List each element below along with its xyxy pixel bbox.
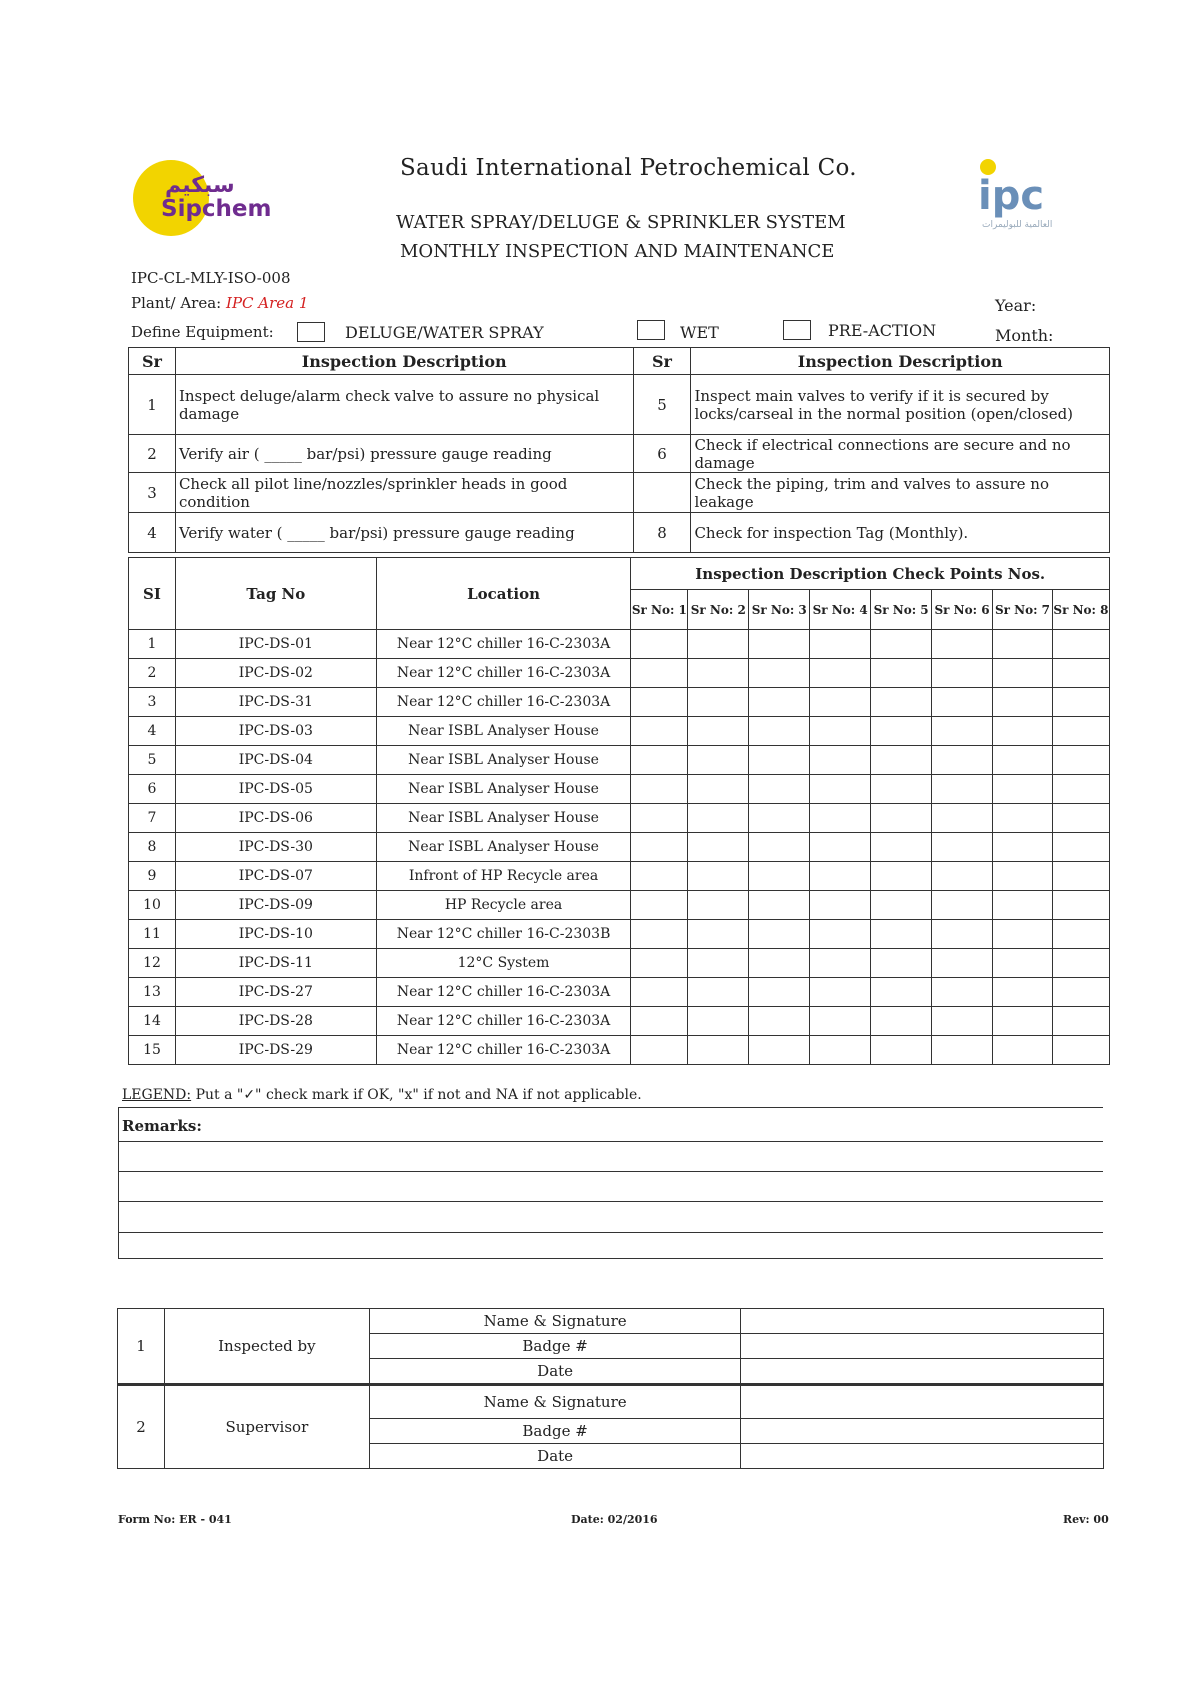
plant-area xyxy=(131,294,308,312)
check-cell[interactable] xyxy=(749,920,810,949)
tag-no-cell: IPC-DS-31 xyxy=(175,688,376,717)
preaction-checkbox[interactable] xyxy=(783,320,811,340)
table-row xyxy=(129,1007,1110,1036)
table-row xyxy=(129,833,1110,862)
location-cell: Near ISBL Analyser House xyxy=(376,833,631,862)
check-cell[interactable] xyxy=(810,833,871,862)
sl-cell: 9 xyxy=(129,862,176,891)
remarks-line[interactable] xyxy=(118,1232,1103,1233)
table-row xyxy=(129,717,1110,746)
check-cell[interactable] xyxy=(993,862,1053,891)
check-cell[interactable] xyxy=(1052,949,1109,978)
sl-cell: 14 xyxy=(129,1007,176,1036)
check-cell[interactable] xyxy=(810,659,871,688)
sl-cell: 6 xyxy=(129,775,176,804)
form-number: Form No: ER - 041 xyxy=(118,1513,232,1526)
check-cell[interactable] xyxy=(993,630,1053,659)
deluge-checkbox[interactable] xyxy=(297,322,325,342)
check-cell[interactable] xyxy=(932,949,993,978)
sr-no-header: Sr No: 1 xyxy=(631,590,688,630)
check-cell[interactable] xyxy=(688,688,749,717)
sl-cell: 5 xyxy=(129,746,176,775)
check-cell[interactable] xyxy=(1052,862,1109,891)
sipchem-logo xyxy=(133,158,273,236)
remarks-label: Remarks: xyxy=(122,1117,202,1135)
check-cell[interactable] xyxy=(749,949,810,978)
check-cell[interactable] xyxy=(688,920,749,949)
sl-cell: 12 xyxy=(129,949,176,978)
sig-field-label: Badge # xyxy=(369,1419,741,1444)
sr-no-header: Sr No: 2 xyxy=(688,590,749,630)
form-date: Date: 02/2016 xyxy=(571,1513,658,1526)
check-cell[interactable] xyxy=(810,775,871,804)
col-tag-no: Tag No xyxy=(175,558,376,630)
check-cell[interactable] xyxy=(993,1036,1053,1065)
description-cell: Inspect main valves to verify if it is secured by locks/carseal in the normal position (open/closed) xyxy=(691,375,1110,435)
check-cell[interactable] xyxy=(631,1036,688,1065)
check-cell[interactable] xyxy=(1052,833,1109,862)
check-cell[interactable] xyxy=(871,949,932,978)
check-cell[interactable] xyxy=(871,746,932,775)
location-cell: 12°C System xyxy=(376,949,631,978)
check-cell[interactable] xyxy=(932,717,993,746)
table-row xyxy=(129,630,1110,659)
tag-no-cell: IPC-DS-30 xyxy=(175,833,376,862)
check-cell[interactable] xyxy=(1052,775,1109,804)
check-cell[interactable] xyxy=(688,630,749,659)
check-cell[interactable] xyxy=(749,833,810,862)
check-cell[interactable] xyxy=(871,688,932,717)
table-row xyxy=(129,862,1110,891)
table-row xyxy=(129,688,1110,717)
sig-field-label: Badge # xyxy=(369,1334,741,1359)
check-cell[interactable] xyxy=(1052,688,1109,717)
check-cell[interactable] xyxy=(993,978,1053,1007)
check-cell[interactable] xyxy=(688,862,749,891)
check-cell[interactable] xyxy=(749,1036,810,1065)
check-cell[interactable] xyxy=(932,862,993,891)
sig-field-label: Name & Signature xyxy=(369,1385,741,1419)
sl-cell: 2 xyxy=(129,659,176,688)
check-cell[interactable] xyxy=(631,978,688,1007)
check-cell[interactable] xyxy=(810,630,871,659)
description-cell: Verify air ( _____ bar/psi) pressure gauge reading xyxy=(175,435,633,473)
sig-role: Inspected by xyxy=(164,1309,369,1385)
col-description: Inspection Description xyxy=(175,348,633,375)
check-cell[interactable] xyxy=(932,630,993,659)
table-row xyxy=(129,375,1110,435)
check-cell[interactable] xyxy=(749,775,810,804)
check-cell[interactable] xyxy=(1052,804,1109,833)
inspector-badge-field[interactable] xyxy=(741,1334,1104,1359)
check-cell[interactable] xyxy=(1052,920,1109,949)
table-row xyxy=(129,513,1110,553)
col-description: Inspection Description xyxy=(691,348,1110,375)
check-cell[interactable] xyxy=(993,659,1053,688)
sr-cell: 8 xyxy=(633,513,691,553)
sr-no-header: Sr No: 3 xyxy=(749,590,810,630)
table-row xyxy=(129,746,1110,775)
deluge-option-label: DELUGE/WATER SPRAY xyxy=(345,323,544,342)
sr-cell: 6 xyxy=(633,435,691,473)
check-cell[interactable] xyxy=(688,978,749,1007)
document-number: IPC-CL-MLY-ISO-008 xyxy=(131,269,291,287)
check-cell[interactable] xyxy=(1052,891,1109,920)
description-cell: Verify water ( _____ bar/psi) pressure gauge reading xyxy=(175,513,633,553)
sl-cell: 7 xyxy=(129,804,176,833)
table-row xyxy=(129,978,1110,1007)
plant-label: Plant/ Area: xyxy=(131,294,222,312)
check-cell[interactable] xyxy=(932,804,993,833)
sig-field-label: Date xyxy=(369,1359,741,1385)
sr-cell: 2 xyxy=(129,435,176,473)
signature-table xyxy=(117,1308,1104,1469)
check-cell[interactable] xyxy=(993,1007,1053,1036)
legend xyxy=(122,1087,642,1103)
check-cell[interactable] xyxy=(810,891,871,920)
inspection-description-table xyxy=(128,347,1110,553)
check-cell[interactable] xyxy=(631,1007,688,1036)
check-cell[interactable] xyxy=(688,717,749,746)
check-cell[interactable] xyxy=(631,659,688,688)
check-cell[interactable] xyxy=(932,978,993,1007)
ipc-arabic: العالمية للبوليمرات xyxy=(982,220,1053,230)
check-cell[interactable] xyxy=(749,717,810,746)
tag-no-cell: IPC-DS-11 xyxy=(175,949,376,978)
sl-cell: 4 xyxy=(129,717,176,746)
sr-cell: 4 xyxy=(129,513,176,553)
check-cell[interactable] xyxy=(631,775,688,804)
table-row xyxy=(129,435,1110,473)
sig-field-label: Name & Signature xyxy=(369,1309,741,1334)
ipc-logo xyxy=(968,157,1098,232)
location-cell: Near 12°C chiller 16-C-2303A xyxy=(376,1007,631,1036)
check-cell[interactable] xyxy=(871,891,932,920)
plant-value: IPC Area 1 xyxy=(226,294,309,312)
col-sr: Sr xyxy=(129,348,176,375)
sr-cell: 1 xyxy=(129,375,176,435)
check-cell[interactable] xyxy=(993,688,1053,717)
sipchem-arabic: سبكيم xyxy=(165,173,235,198)
check-cell[interactable] xyxy=(871,920,932,949)
col-sr: Sr xyxy=(633,348,691,375)
check-cell[interactable] xyxy=(749,804,810,833)
check-cell[interactable] xyxy=(749,891,810,920)
check-cell[interactable] xyxy=(871,717,932,746)
check-cell[interactable] xyxy=(631,862,688,891)
sr-no-header: Sr No: 8 xyxy=(1052,590,1109,630)
check-cell[interactable] xyxy=(688,746,749,775)
legend-label: LEGEND: xyxy=(122,1087,192,1103)
check-cell[interactable] xyxy=(1052,1036,1109,1065)
sr-cell: 3 xyxy=(129,473,176,513)
check-points-header: Inspection Description Check Points Nos. xyxy=(631,558,1110,590)
check-cell[interactable] xyxy=(993,746,1053,775)
supervisor-date-field[interactable] xyxy=(741,1444,1104,1469)
check-cell[interactable] xyxy=(631,891,688,920)
check-cell[interactable] xyxy=(1052,978,1109,1007)
check-cell[interactable] xyxy=(810,1036,871,1065)
divider xyxy=(118,1107,1103,1108)
tag-no-cell: IPC-DS-28 xyxy=(175,1007,376,1036)
tag-no-cell: IPC-DS-27 xyxy=(175,978,376,1007)
sr-no-header: Sr No: 5 xyxy=(871,590,932,630)
tag-no-cell: IPC-DS-10 xyxy=(175,920,376,949)
description-cell: Check for inspection Tag (Monthly). xyxy=(691,513,1110,553)
check-cell[interactable] xyxy=(810,717,871,746)
check-cell[interactable] xyxy=(810,1007,871,1036)
check-cell[interactable] xyxy=(631,833,688,862)
check-cell[interactable] xyxy=(932,1007,993,1036)
tag-no-cell: IPC-DS-01 xyxy=(175,630,376,659)
remarks-border xyxy=(118,1107,119,1259)
legend-text: Put a "✓" check mark if OK, "x" if not and NA if not applicable. xyxy=(191,1087,642,1103)
description-cell: Inspect deluge/alarm check valve to assure no physical damage xyxy=(175,375,633,435)
wet-option-label: WET xyxy=(680,323,719,342)
location-cell: Near 12°C chiller 16-C-2303A xyxy=(376,688,631,717)
define-equipment-label: Define Equipment: xyxy=(131,323,274,341)
check-cell[interactable] xyxy=(688,1036,749,1065)
sig-number: 1 xyxy=(118,1309,165,1385)
month-label: Month: xyxy=(995,326,1054,345)
check-cell[interactable] xyxy=(631,688,688,717)
tag-no-cell: IPC-DS-06 xyxy=(175,804,376,833)
check-cell[interactable] xyxy=(1052,717,1109,746)
check-cell[interactable] xyxy=(993,891,1053,920)
check-cell[interactable] xyxy=(993,804,1053,833)
tag-no-cell: IPC-DS-09 xyxy=(175,891,376,920)
check-cell[interactable] xyxy=(810,949,871,978)
sig-role: Supervisor xyxy=(164,1385,369,1469)
table-row xyxy=(129,775,1110,804)
check-cell[interactable] xyxy=(749,688,810,717)
tag-no-cell: IPC-DS-05 xyxy=(175,775,376,804)
check-cell[interactable] xyxy=(932,1036,993,1065)
table-row xyxy=(129,473,1110,513)
check-cell[interactable] xyxy=(688,775,749,804)
check-cell[interactable] xyxy=(932,659,993,688)
inspector-date-field[interactable] xyxy=(741,1359,1104,1385)
check-cell[interactable] xyxy=(749,746,810,775)
location-cell: Near ISBL Analyser House xyxy=(376,746,631,775)
check-cell[interactable] xyxy=(871,1036,932,1065)
tag-checkpoints-table xyxy=(128,557,1110,1065)
check-cell[interactable] xyxy=(810,746,871,775)
check-cell[interactable] xyxy=(871,978,932,1007)
ipc-logo-text: ipc xyxy=(978,173,1045,219)
sig-number: 2 xyxy=(118,1385,165,1469)
form-revision: Rev: 00 xyxy=(1063,1513,1109,1526)
check-cell[interactable] xyxy=(993,949,1053,978)
sl-cell: 15 xyxy=(129,1036,176,1065)
check-cell[interactable] xyxy=(871,630,932,659)
check-cell[interactable] xyxy=(1052,1007,1109,1036)
check-cell[interactable] xyxy=(810,862,871,891)
check-cell[interactable] xyxy=(932,746,993,775)
sl-cell: 13 xyxy=(129,978,176,1007)
sl-cell: 8 xyxy=(129,833,176,862)
check-cell[interactable] xyxy=(871,862,932,891)
check-cell[interactable] xyxy=(749,659,810,688)
check-cell[interactable] xyxy=(631,804,688,833)
check-cell[interactable] xyxy=(631,717,688,746)
check-cell[interactable] xyxy=(932,688,993,717)
check-cell[interactable] xyxy=(932,833,993,862)
sl-cell: 10 xyxy=(129,891,176,920)
form-title-line2: MONTHLY INSPECTION AND MAINTENANCE xyxy=(400,241,835,262)
remarks-line[interactable] xyxy=(118,1171,1103,1172)
check-cell[interactable] xyxy=(688,891,749,920)
check-cell[interactable] xyxy=(1052,659,1109,688)
check-cell[interactable] xyxy=(1052,630,1109,659)
location-cell: Near ISBL Analyser House xyxy=(376,717,631,746)
sl-cell: 11 xyxy=(129,920,176,949)
check-cell[interactable] xyxy=(993,775,1053,804)
check-cell[interactable] xyxy=(688,659,749,688)
location-cell: HP Recycle area xyxy=(376,891,631,920)
col-sl: SI xyxy=(129,558,176,630)
check-cell[interactable] xyxy=(1052,746,1109,775)
sl-cell: 3 xyxy=(129,688,176,717)
table-row xyxy=(129,920,1110,949)
sr-no-header: Sr No: 6 xyxy=(932,590,993,630)
company-name: Saudi International Petrochemical Co. xyxy=(400,155,857,181)
location-cell: Near 12°C chiller 16-C-2303B xyxy=(376,920,631,949)
sl-cell: 1 xyxy=(129,630,176,659)
tag-no-cell: IPC-DS-04 xyxy=(175,746,376,775)
check-cell[interactable] xyxy=(871,833,932,862)
sig-field-label: Date xyxy=(369,1444,741,1469)
check-cell[interactable] xyxy=(810,804,871,833)
tag-no-cell: IPC-DS-29 xyxy=(175,1036,376,1065)
check-cell[interactable] xyxy=(871,804,932,833)
table-row xyxy=(129,949,1110,978)
check-cell[interactable] xyxy=(993,920,1053,949)
form-title-line1: WATER SPRAY/DELUGE & SPRINKLER SYSTEM xyxy=(396,212,846,233)
check-cell[interactable] xyxy=(993,717,1053,746)
check-cell[interactable] xyxy=(871,775,932,804)
check-cell[interactable] xyxy=(932,891,993,920)
location-cell: Infront of HP Recycle area xyxy=(376,862,631,891)
tag-no-cell: IPC-DS-03 xyxy=(175,717,376,746)
check-cell[interactable] xyxy=(688,1007,749,1036)
table-row xyxy=(129,804,1110,833)
location-cell: Near 12°C chiller 16-C-2303A xyxy=(376,659,631,688)
table-row xyxy=(129,891,1110,920)
sipchem-text: Sipchem xyxy=(161,196,272,222)
location-cell: Near ISBL Analyser House xyxy=(376,775,631,804)
check-cell[interactable] xyxy=(631,746,688,775)
check-cell[interactable] xyxy=(932,920,993,949)
sr-cell xyxy=(633,473,691,513)
description-cell: Check all pilot line/nozzles/sprinkler heads in good condition xyxy=(175,473,633,513)
sr-cell: 5 xyxy=(633,375,691,435)
remarks-line[interactable] xyxy=(118,1258,1103,1259)
inspector-name-signature-field[interactable] xyxy=(741,1309,1104,1334)
check-cell[interactable] xyxy=(631,949,688,978)
check-cell[interactable] xyxy=(993,833,1053,862)
supervisor-name-signature-field[interactable] xyxy=(741,1385,1104,1419)
location-cell: Near 12°C chiller 16-C-2303A xyxy=(376,630,631,659)
location-cell: Near ISBL Analyser House xyxy=(376,804,631,833)
check-cell[interactable] xyxy=(932,775,993,804)
remarks-line[interactable] xyxy=(118,1201,1103,1202)
check-cell[interactable] xyxy=(749,862,810,891)
check-cell[interactable] xyxy=(871,1007,932,1036)
check-cell[interactable] xyxy=(810,688,871,717)
sr-no-header: Sr No: 4 xyxy=(810,590,871,630)
sr-no-header: Sr No: 7 xyxy=(993,590,1053,630)
check-cell[interactable] xyxy=(749,630,810,659)
check-cell[interactable] xyxy=(871,659,932,688)
col-location: Location xyxy=(376,558,631,630)
check-cell[interactable] xyxy=(749,1007,810,1036)
check-cell[interactable] xyxy=(631,920,688,949)
remarks-line[interactable] xyxy=(118,1141,1103,1142)
wet-checkbox[interactable] xyxy=(637,320,665,340)
year-label: Year: xyxy=(995,296,1037,315)
description-cell: Check the piping, trim and valves to assure no leakage xyxy=(691,473,1110,513)
supervisor-badge-field[interactable] xyxy=(741,1419,1104,1444)
check-cell[interactable] xyxy=(688,804,749,833)
table-row xyxy=(129,1036,1110,1065)
check-cell[interactable] xyxy=(810,978,871,1007)
table-row xyxy=(129,659,1110,688)
preaction-option-label: PRE-ACTION xyxy=(828,321,937,340)
location-cell: Near 12°C chiller 16-C-2303A xyxy=(376,1036,631,1065)
check-cell[interactable] xyxy=(749,978,810,1007)
tag-no-cell: IPC-DS-02 xyxy=(175,659,376,688)
check-cell[interactable] xyxy=(631,630,688,659)
check-cell[interactable] xyxy=(688,949,749,978)
check-cell[interactable] xyxy=(688,833,749,862)
location-cell: Near 12°C chiller 16-C-2303A xyxy=(376,978,631,1007)
check-cell[interactable] xyxy=(810,920,871,949)
tag-no-cell: IPC-DS-07 xyxy=(175,862,376,891)
description-cell: Check if electrical connections are secure and no damage xyxy=(691,435,1110,473)
